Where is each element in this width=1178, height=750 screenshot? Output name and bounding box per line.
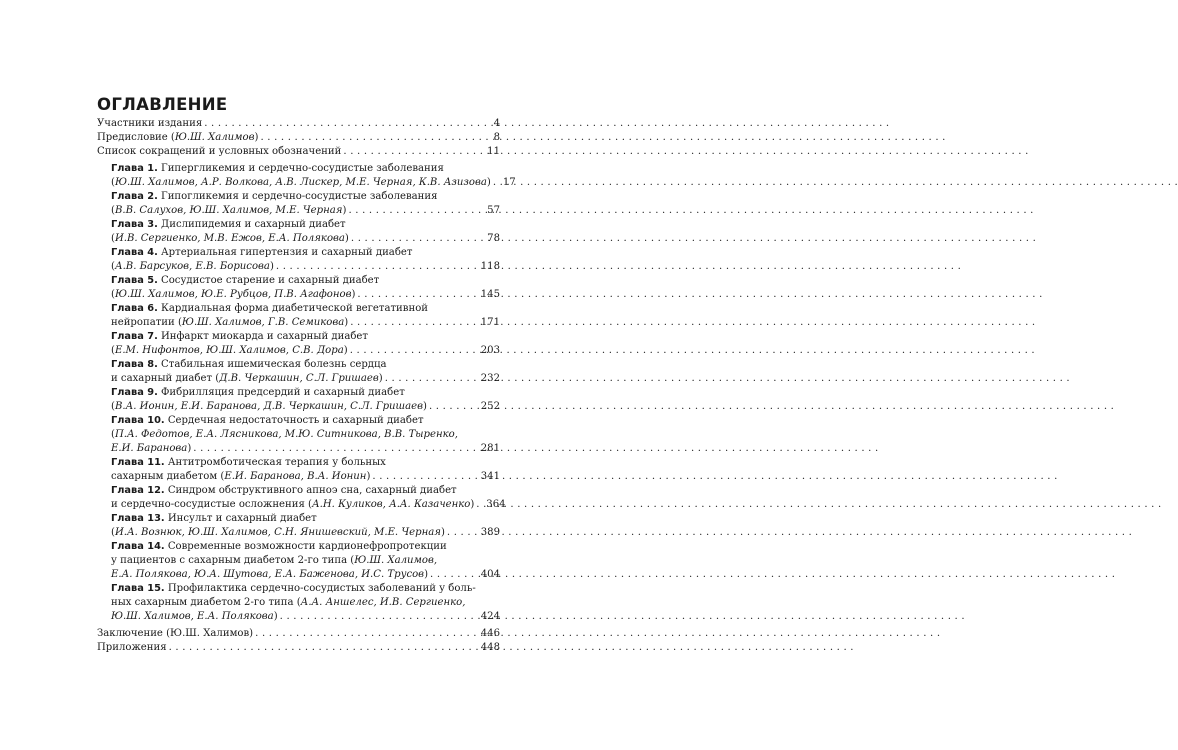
chapter-number: Глава 14. [111, 541, 165, 552]
toc-page-number: 281 [480, 443, 500, 454]
chapter-authors-line [111, 442, 500, 456]
toc-entry-appendix[interactable] [97, 641, 500, 655]
toc-entry-chapter[interactable] [111, 274, 500, 302]
chapter-authors-line [111, 204, 500, 218]
chapter-authors-line [111, 428, 500, 442]
leader-dots [493, 176, 501, 190]
chapter-list [97, 162, 516, 624]
chapter-number: Глава 8. [111, 359, 158, 370]
toc-entry-conclusion[interactable] [97, 627, 500, 641]
leader-dots [260, 131, 491, 145]
chapter-title-line [111, 218, 500, 232]
chapter-authors-line [111, 526, 500, 540]
toc-entry-participants[interactable] [97, 117, 500, 131]
chapter-authors-line [111, 316, 500, 330]
leader-dots [343, 145, 485, 159]
chapter-number: Глава 1. [111, 163, 158, 174]
toc-page-number: 57 [487, 205, 500, 216]
chapter-title: Гипергликемия и сердечно-сосудистые заболевания [157, 163, 444, 174]
toc-page-number: 8 [493, 132, 500, 143]
chapter-title-line [111, 484, 500, 498]
table-of-contents [97, 117, 516, 655]
chapter-authors: (И.А. Вознюк, Ю.Ш. Халимов, С.Н. Янишевский, М.Е. Черная) [111, 527, 445, 538]
chapter-title: Сердечная недостаточность и сахарный диабет [164, 415, 424, 426]
chapter-authors: и сахарный диабет (Д.В. Черкашин, С.Л. Гришаев) [111, 373, 383, 384]
toc-page-number: 203 [480, 345, 500, 356]
toc-page-number: 145 [480, 289, 500, 300]
chapter-authors: (А.В. Барсуков, Е.В. Борисова) [111, 261, 274, 272]
chapter-authors: Е.А. Полякова, Ю.А. Шутова, Е.А. Баженова, И.С. Трусов) [111, 569, 429, 580]
toc-entry-chapter[interactable] [111, 218, 500, 246]
chapter-title: Сосудистое старение и сахарный диабет [157, 275, 380, 286]
chapter-authors: ных сахарным диабетом 2-го типа (А.А. Аншелес, И.В. Сергиенко, [111, 597, 466, 608]
chapter-title: Дислипидемия и сахарный диабет [157, 219, 346, 230]
toc-entry-chapter[interactable] [111, 386, 500, 414]
chapter-title: Артериальная гипертензия и сахарный диабет [157, 247, 413, 258]
toc-entry-chapter[interactable] [111, 414, 500, 456]
toc-entry-chapter[interactable] [111, 162, 516, 190]
chapter-authors-line [111, 554, 500, 568]
chapter-number: Глава 3. [111, 219, 158, 230]
toc-entry-chapter[interactable] [111, 456, 500, 484]
chapter-title-line [111, 330, 500, 344]
chapter-title: Фибрилляция предсердий и сахарный диабет [157, 387, 405, 398]
toc-entry-chapter[interactable] [111, 582, 500, 624]
chapter-authors-line [111, 344, 500, 358]
chapter-title-line [111, 246, 500, 260]
chapter-authors-line [111, 372, 500, 386]
chapter-title: Инсульт и сахарный диабет [164, 513, 317, 524]
chapter-title-line [111, 358, 500, 372]
toc-page-number: 424 [480, 611, 500, 622]
toc-page-number: 171 [480, 317, 500, 328]
chapter-title-line [111, 512, 500, 526]
toc-entry-preface[interactable] [97, 131, 500, 145]
chapter-authors-line [111, 260, 500, 274]
chapter-authors-line [111, 176, 516, 190]
chapter-authors: (П.А. Федотов, Е.А. Лясникова, М.Ю. Ситникова, В.В. Тыренко, [111, 429, 458, 440]
chapter-authors: Е.И. Баранова) [111, 443, 192, 454]
toc-page-number: 232 [480, 373, 500, 384]
leader-dots [280, 610, 479, 624]
toc-page-number: 389 [480, 527, 500, 538]
chapter-authors: (Ю.Ш. Халимов, Ю.Е. Рубцов, П.В. Агафонов) [111, 289, 356, 300]
leader-dots [348, 204, 485, 218]
chapter-title-line [111, 540, 500, 554]
leader-dots [372, 470, 478, 484]
chapter-title-line [111, 274, 500, 288]
chapter-authors-line [111, 288, 500, 302]
chapter-authors: (И.В. Сергиенко, М.В. Ежов, Е.А. Полякова) [111, 233, 349, 244]
toc-page-number: 341 [480, 471, 500, 482]
toc-entry-title: Заключение (Ю.Ш. Халимов) [97, 628, 254, 639]
leader-dots [447, 526, 479, 540]
toc-entry-title: Предисловие (Ю.Ш. Халимов) [97, 132, 259, 143]
leader-dots [255, 627, 479, 641]
chapter-title: Синдром обструктивного апноэ сна, сахарный диабет [164, 485, 457, 496]
leader-dots [430, 568, 479, 582]
chapter-authors: (Е.М. Нифонтов, Ю.Ш. Халимов, С.В. Дора) [111, 345, 348, 356]
chapter-authors: нейропатии (Ю.Ш. Халимов, Г.В. Семикова) [111, 317, 349, 328]
chapter-title-line [111, 302, 500, 316]
toc-page-number: 78 [487, 233, 500, 244]
leader-dots [357, 288, 478, 302]
chapter-number: Глава 15. [111, 583, 165, 594]
leader-dots [169, 641, 479, 655]
chapter-authors-line [111, 498, 506, 512]
chapter-title: Профилактика сердечно-сосудистых заболеваний у боль- [164, 583, 476, 594]
chapter-title: Кардиальная форма диабетической вегетативной [157, 303, 428, 314]
toc-entry-chapter[interactable] [111, 512, 500, 540]
toc-page-number: 448 [480, 642, 500, 653]
chapter-title-line [111, 414, 500, 428]
toc-entry-chapter[interactable] [111, 540, 500, 582]
page-title: ОГЛАВЛЕНИЕ [97, 95, 228, 114]
chapter-title-line [111, 582, 500, 596]
chapter-authors: у пациентов с сахарным диабетом 2-го типа (Ю.Ш. Халимов, [111, 555, 438, 566]
leader-dots [350, 344, 479, 358]
chapter-authors-line [111, 596, 500, 610]
chapter-number: Глава 4. [111, 247, 158, 258]
chapter-authors-line [111, 610, 500, 624]
chapter-number: Глава 5. [111, 275, 158, 286]
chapter-title: Современные возможности кардионефропротекции [164, 541, 447, 552]
chapter-authors: Ю.Ш. Халимов, Е.А. Полякова) [111, 611, 278, 622]
chapter-number: Глава 11. [111, 457, 165, 468]
chapter-authors-line [111, 470, 500, 484]
chapter-title: Инфаркт миокарда и сахарный диабет [157, 331, 368, 342]
chapter-title-line [111, 190, 500, 204]
leader-dots [351, 232, 485, 246]
toc-page-number: 404 [480, 569, 500, 580]
chapter-title-line [111, 456, 500, 470]
leader-dots [204, 117, 491, 131]
chapter-authors: (В.В. Салухов, Ю.Ш. Халимов, М.Е. Черная) [111, 205, 347, 216]
chapter-number: Глава 12. [111, 485, 165, 496]
chapter-authors: (Ю.Ш. Халимов, А.Р. Волкова, А.В. Лискер, М.Е. Черная, К.В. Азизова) [111, 177, 491, 188]
leader-dots [429, 400, 479, 414]
toc-entry-chapter[interactable] [111, 190, 500, 218]
toc-entry-chapter[interactable] [111, 330, 500, 358]
toc-entry-chapter[interactable] [111, 358, 500, 386]
toc-page-number: 364 [486, 499, 506, 510]
toc-page-number: 11 [487, 146, 500, 157]
leader-dots [276, 260, 479, 274]
toc-page-number: 118 [480, 261, 500, 272]
chapter-title: Антитромботическая терапия у больных [164, 457, 386, 468]
chapter-number: Глава 6. [111, 303, 158, 314]
chapter-number: Глава 7. [111, 331, 158, 342]
toc-entry-title: Участники издания [97, 118, 203, 129]
toc-page-number: 17 [502, 177, 516, 188]
chapter-authors-line [111, 400, 500, 414]
chapter-authors: (В.А. Ионин, Е.И. Баранова, Д.В. Черкашин, С.Л. Гришаев) [111, 401, 427, 412]
toc-entry-title: Приложения [97, 642, 167, 653]
toc-page-number: 252 [480, 401, 500, 412]
toc-entry-chapter[interactable] [111, 302, 500, 330]
chapter-authors-line [111, 232, 500, 246]
chapter-number: Глава 10. [111, 415, 165, 426]
leader-dots [476, 498, 484, 512]
chapter-number: Глава 2. [111, 191, 158, 202]
chapter-title-line [111, 386, 500, 400]
chapter-authors-line [111, 568, 500, 582]
toc-entry-chapter[interactable] [111, 246, 500, 274]
chapter-authors: сахарным диабетом (Е.И. Баранова, В.А. Ионин) [111, 471, 371, 482]
chapter-title: Гипогликемия и сердечно-сосудистые заболевания [157, 191, 438, 202]
leader-dots [385, 372, 479, 386]
chapter-title: Стабильная ишемическая болезнь сердца [157, 359, 387, 370]
leader-dots [193, 442, 478, 456]
chapter-title-line [111, 162, 500, 176]
toc-entry-chapter[interactable] [111, 484, 506, 512]
toc-entry-title: Список сокращений и условных обозначений [97, 146, 342, 157]
toc-page-number: 446 [480, 628, 500, 639]
toc-page-number: 4 [493, 118, 500, 129]
chapter-authors: и сердечно-сосудистые осложнения (А.Н. Куликов, А.А. Казаченко) [111, 499, 475, 510]
leader-dots [350, 316, 479, 330]
chapter-number: Глава 13. [111, 513, 165, 524]
chapter-number: Глава 9. [111, 387, 158, 398]
toc-entry-abbreviations[interactable] [97, 145, 500, 159]
